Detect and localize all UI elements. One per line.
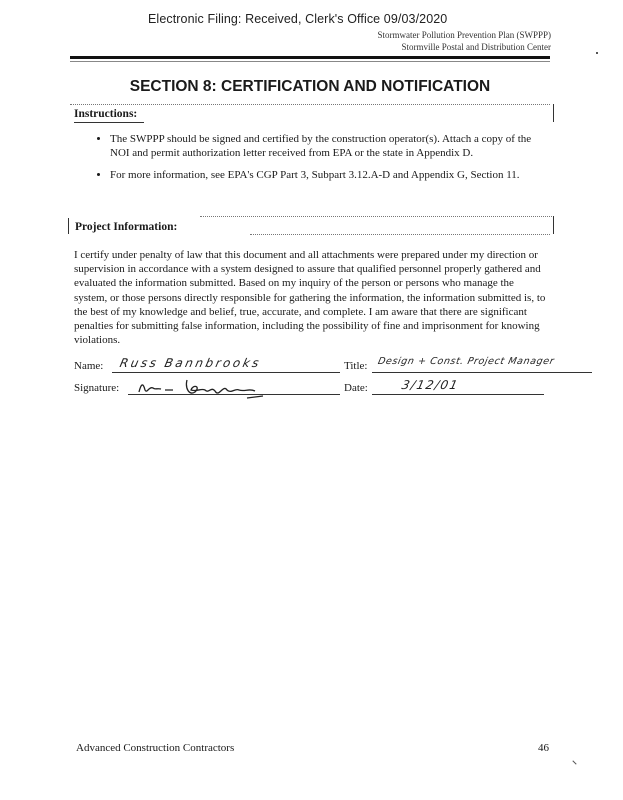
title-label: Title: <box>344 360 368 372</box>
footer-company: Advanced Construction Contractors <box>76 742 235 754</box>
certification-statement: I certify under penalty of law that this document and all attachments were prepared under my direction or supervision in accordance with a system designed to assure that qualified personnel properly gathered and evaluated the information submitted. Based on my inquiry of the person or persons who manage the system, or those persons directly responsible for gathering the information, the information submitted is, to the best of my knowledge and belief, true, accurate, and complete. I am aware that there are significant penalties for submitting false information, including the possibility of fine and imprisonment for knowing violations. <box>74 249 546 347</box>
section-title: SECTION 8: CERTIFICATION AND NOTIFICATION <box>129 78 491 95</box>
header-plan-title: Stormwater Pollution Prevention Plan (SWPPP) <box>377 30 551 40</box>
page-number: 46 <box>538 742 549 754</box>
title-value: Design + Const. Project Manager <box>376 356 556 367</box>
title-line <box>372 372 592 373</box>
name-line <box>112 372 340 373</box>
header-rule-thin <box>70 61 550 62</box>
instructions-list <box>90 132 550 190</box>
header-rule <box>70 56 550 59</box>
instructions-top-rule <box>70 104 550 105</box>
project-info-left-bar <box>68 218 69 234</box>
name-label: Name: <box>74 360 104 372</box>
project-info-right-bar <box>553 216 554 234</box>
header-site-name: Stormville Postal and Distribution Center <box>401 42 551 52</box>
project-info-label: Project Information: <box>75 221 178 233</box>
signature-label: Signature: <box>74 382 120 394</box>
instruction-item: • For more information, see EPA's CGP Part 3, Subpart 3.12.A-D and Appendix G, Section 11. <box>110 168 550 182</box>
instruction-item: • The SWPPP should be signed and certified by the construction operator(s). Attach a copy of the NOI and permit authorization letter received from EPA or the state in Appendix D. <box>110 132 550 160</box>
handwritten-signature <box>135 376 275 402</box>
signature-first-name-stroke <box>139 385 173 392</box>
instructions-label: Instructions: <box>74 108 138 120</box>
filing-stamp: Electronic Filing: Received, Clerk's Office 09/03/2020 <box>148 12 448 26</box>
signature-last-name-stroke <box>186 380 263 398</box>
date-label: Date: <box>344 382 368 394</box>
scan-speck <box>596 52 598 54</box>
scan-speck <box>572 760 576 764</box>
instructions-underline <box>74 122 144 123</box>
project-info-top-rule <box>200 216 552 217</box>
project-info-bottom-rule <box>250 234 550 235</box>
date-line <box>372 394 544 395</box>
instructions-right-bar <box>553 104 554 122</box>
date-value: 3/12/01 <box>400 378 461 392</box>
name-value: Russ Bannbrooks <box>118 356 263 370</box>
